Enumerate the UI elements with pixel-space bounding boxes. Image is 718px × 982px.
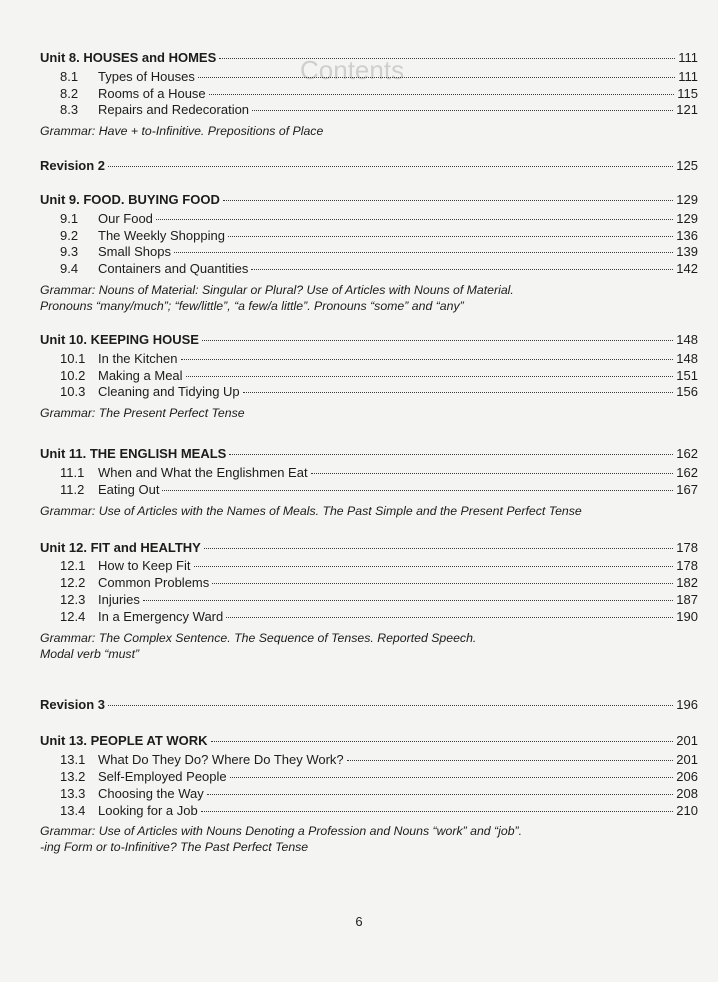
unit-heading[interactable]: [40, 332, 698, 349]
page-number-ref: 182: [676, 575, 698, 591]
sub-entry[interactable]: [40, 228, 698, 245]
grammar-note-line: Grammar: Use of Articles with Nouns Denoting a Profession and Nouns “work” and “job”.: [40, 824, 523, 839]
dot-leader: [194, 566, 674, 567]
grammar-note: [40, 123, 698, 139]
unit-heading[interactable]: [40, 733, 698, 750]
page-number-ref: 121: [676, 102, 698, 118]
grammar-note-line: Modal verb “must”: [40, 646, 140, 661]
sub-entry-number: 8.2: [60, 85, 79, 101]
sub-entry[interactable]: [40, 261, 698, 278]
sub-entry-title: Small Shops: [98, 244, 171, 260]
sub-entry[interactable]: [40, 86, 698, 103]
unit-heading[interactable]: [40, 446, 698, 463]
sub-entry-number: 12.1: [60, 558, 86, 574]
sub-entry[interactable]: [40, 769, 698, 786]
bleed-through-text: Contents: [300, 55, 405, 85]
sub-entry[interactable]: [40, 592, 698, 609]
sub-entry-number: 9.3: [60, 244, 79, 260]
sub-entry-number: 13.2: [60, 768, 86, 784]
sub-entry[interactable]: [40, 803, 698, 820]
sub-entry-title: Our Food: [98, 210, 153, 226]
page-number-ref: 148: [676, 350, 698, 366]
revision-section: [40, 158, 698, 175]
grammar-note: [40, 630, 698, 662]
sub-entry-title: Looking for a Job: [98, 802, 198, 818]
entry-title: Revision 2: [40, 158, 106, 174]
sub-entry-number: 11.1: [60, 464, 85, 480]
page-number-ref: 201: [676, 733, 698, 749]
sub-entry[interactable]: [40, 69, 698, 86]
page-number-ref: 162: [676, 464, 698, 480]
grammar-note: [40, 282, 698, 314]
page-number-ref: 151: [676, 367, 698, 383]
sub-entry-number: 9.2: [60, 227, 79, 243]
page-number-ref: 178: [676, 558, 698, 574]
page-number-ref: 111: [678, 68, 698, 84]
sub-entry-number: 9.4: [60, 261, 79, 277]
dot-leader: [108, 705, 673, 706]
grammar-note: [40, 823, 698, 855]
sub-entry[interactable]: [40, 609, 698, 626]
page-number-ref: 142: [676, 261, 698, 277]
sub-entry-title: Types of Houses: [98, 68, 195, 84]
revision-heading[interactable]: [40, 158, 698, 175]
sub-entry-title: Common Problems: [98, 575, 210, 591]
dot-leader: [251, 269, 673, 270]
sub-entry-title: In a Emergency Ward: [98, 608, 224, 624]
page-number-ref: 115: [677, 85, 698, 101]
page-number-ref: 136: [676, 227, 698, 243]
dot-leader: [212, 583, 673, 584]
sub-entry-title: Containers and Quantities: [98, 261, 249, 277]
sub-entry-number: 8.3: [60, 102, 79, 118]
unit-section: [40, 446, 698, 518]
page-number-ref: 139: [676, 244, 698, 260]
grammar-note: [40, 405, 698, 421]
page-number-ref: 187: [676, 591, 698, 607]
dot-leader: [228, 236, 673, 237]
sub-entry-number: 10.1: [60, 350, 86, 366]
dot-leader: [143, 600, 673, 601]
dot-leader: [243, 392, 674, 393]
entry-title: Unit 10. KEEPING HOUSE: [40, 331, 199, 347]
page-number: 6: [355, 914, 363, 929]
grammar-note-line: -ing Form or to-Infinitive? The Past Perfect Tense: [40, 840, 309, 855]
sub-entry-title: Repairs and Redecoration: [98, 102, 250, 118]
sub-entry-title: Rooms of a House: [98, 85, 206, 101]
dot-leader: [186, 376, 674, 377]
unit-heading[interactable]: [40, 192, 698, 209]
unit-section: [40, 192, 698, 314]
sub-entry-number: 10.2: [60, 367, 86, 383]
entry-title: Unit 12. FIT and HEALTHY: [40, 539, 201, 555]
sub-entry[interactable]: [40, 558, 698, 575]
page-number-ref: 190: [676, 608, 698, 624]
unit-heading[interactable]: [40, 540, 698, 557]
sub-entry-number: 12.3: [60, 591, 86, 607]
unit-section: [40, 332, 698, 421]
dot-leader: [174, 252, 673, 253]
sub-entry-title: Cleaning and Tidying Up: [98, 384, 240, 400]
entry-title: Unit 13. PEOPLE AT WORK: [40, 733, 208, 749]
sub-entry[interactable]: [40, 244, 698, 261]
table-of-contents: [40, 50, 698, 855]
sub-entry[interactable]: [40, 384, 698, 401]
page-number-ref: 206: [676, 768, 698, 784]
dot-leader: [229, 454, 673, 455]
grammar-note: [40, 503, 698, 519]
entry-title: Unit 8. HOUSES and HOMES: [40, 50, 217, 65]
entry-title: Unit 11. THE ENGLISH MEALS: [40, 446, 227, 462]
page-number-ref: 201: [676, 752, 698, 768]
sub-entry-title: The Weekly Shopping: [98, 227, 225, 243]
page-number-ref: 111: [678, 50, 698, 65]
sub-entry-title: Eating Out: [98, 481, 160, 497]
dot-leader: [226, 617, 673, 618]
sub-entry[interactable]: [40, 211, 698, 228]
grammar-note-line: Grammar: The Present Perfect Tense: [40, 406, 245, 421]
sub-entry-number: 11.2: [60, 481, 85, 497]
sub-entry[interactable]: [40, 752, 698, 769]
dot-leader: [311, 473, 674, 474]
revision-heading[interactable]: [40, 697, 698, 714]
sub-entry-title: In the Kitchen: [98, 350, 178, 366]
dot-leader: [204, 548, 673, 549]
sub-entry-title: How to Keep Fit: [98, 558, 191, 574]
entry-title: Revision 3: [40, 696, 106, 712]
entry-title: Unit 9. FOOD. BUYING FOOD: [40, 191, 220, 207]
dot-leader: [219, 58, 675, 59]
sub-entry-number: 8.1: [60, 68, 79, 84]
sub-entry-number: 9.1: [60, 210, 79, 226]
unit-section: [40, 540, 698, 662]
page-number-ref: 129: [676, 191, 698, 207]
page-number-ref: 210: [676, 802, 698, 818]
unit-section: [40, 733, 698, 855]
sub-entry-number: 12.2: [60, 575, 86, 591]
grammar-note-line: Grammar: Nouns of Material: Singular or Plural? Use of Articles with Nouns of Material.: [40, 282, 514, 297]
page-number-ref: 129: [676, 210, 698, 226]
grammar-note-line: Pronouns “many/much”; “few/little”, “a few/a little”. Pronouns “some” and “any”: [40, 298, 464, 313]
sub-entry[interactable]: [40, 102, 698, 119]
dot-leader: [202, 340, 673, 341]
dot-leader: [201, 811, 674, 812]
dot-leader: [211, 741, 674, 742]
dot-leader: [108, 166, 673, 167]
dot-leader: [252, 110, 673, 111]
grammar-note-line: Grammar: The Complex Sentence. The Sequence of Tenses. Reported Speech.: [40, 630, 477, 645]
sub-entry-title: Self-Employed People: [98, 768, 227, 784]
sub-entry-title: Making a Meal: [98, 367, 183, 383]
sub-entry-number: 13.1: [60, 752, 86, 768]
page-number-ref: 162: [676, 446, 698, 462]
sub-entry-number: 12.4: [60, 608, 86, 624]
dot-leader: [223, 200, 673, 201]
dot-leader: [230, 777, 674, 778]
sub-entry-number: 10.3: [60, 384, 86, 400]
page-number-ref: 196: [676, 696, 698, 712]
dot-leader: [181, 359, 674, 360]
sub-entry-title: Choosing the Way: [98, 785, 204, 801]
sub-entry-title: Injuries: [98, 591, 140, 607]
page-number-ref: 156: [676, 384, 698, 400]
sub-entry[interactable]: [40, 368, 698, 385]
unit-heading[interactable]: [40, 50, 698, 67]
dot-leader: [162, 490, 673, 491]
grammar-note-line: Grammar: Use of Articles with the Names of Meals. The Past Simple and the Present Perfect Tense: [40, 503, 582, 518]
unit-section: [40, 50, 698, 139]
sub-entry[interactable]: [40, 351, 698, 368]
sub-entry[interactable]: [40, 482, 698, 499]
sub-entry-number: 13.3: [60, 785, 86, 801]
sub-entry[interactable]: [40, 465, 698, 482]
dot-leader: [207, 794, 674, 795]
sub-entry[interactable]: [40, 575, 698, 592]
page-number-ref: 125: [676, 158, 698, 174]
sub-entry-title: What Do They Do? Where Do They Work?: [98, 752, 344, 768]
grammar-note-line: Grammar: Have + to-Infinitive. Prepositions of Place: [40, 124, 324, 139]
dot-leader: [198, 77, 675, 78]
dot-leader: [156, 219, 673, 220]
page-number-ref: 167: [676, 481, 698, 497]
sub-entry-title: When and What the Englishmen Eat: [98, 464, 308, 480]
dot-leader: [209, 94, 675, 95]
revision-section: [40, 697, 698, 714]
page-number-ref: 148: [676, 331, 698, 347]
page-number-ref: 178: [676, 539, 698, 555]
page-number-ref: 208: [676, 785, 698, 801]
dot-leader: [347, 760, 674, 761]
sub-entry-number: 13.4: [60, 802, 86, 818]
sub-entry[interactable]: [40, 786, 698, 803]
